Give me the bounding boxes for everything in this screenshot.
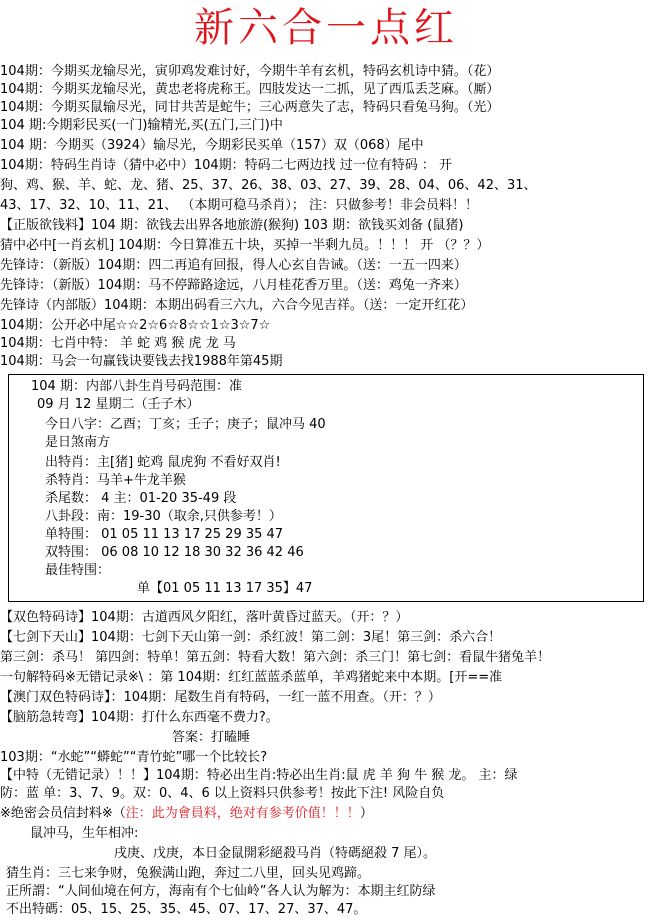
text-line: 【中特（无错记录）！！】104期：特必出生肖:特必出生肖:鼠 虎 羊 狗 牛 猴 龙。 主：绿 <box>0 768 518 783</box>
box-line: 09 月 12 星期二（壬子木） <box>37 397 200 412</box>
text-line: 104期：今期买龙输尽光，黄忠老将虎称王。四肢发达一二抓，见了西瓜丢芝麻。（厮） <box>0 82 500 97</box>
text-line: 104 期:今期彩民买(一门)输精光,买(五门,三门)中 <box>0 118 283 133</box>
box-line: 单【01 05 11 13 17 35】47 <box>137 581 313 596</box>
text-line <box>0 806 373 822</box>
text-line: 【正版欲钱料】104 期：欲钱去出界各地旅游(猴狗) 103 期：欲钱买刘备 (鼠猪) <box>0 218 464 233</box>
text-line: 防：蓝 单：3、7、9。双：0、4、6 以上资料只供参考！按此下注! 风险自负 <box>0 786 445 801</box>
box-line: 104 期：内部八卦生肖号码范围：准 <box>31 379 242 394</box>
text-line: 【澳门双色特码诗】：104期：尾数生肖有特码，一红一蓝不用查。（开：？） <box>0 690 441 705</box>
text-line: 先锋诗：（新版）104期：四二再追有回报，得人心玄自告诫。（送：一五一四来） <box>0 258 467 273</box>
text-line: 104期：马会一句赢钱诀要钱去找1988年第45期 <box>0 354 283 369</box>
text-line: 【双色特码诗】104期：古道西风夕阳红，落叶黄昏过蓝天。（开：？） <box>0 610 409 625</box>
text-line: 104期：今期买龙输尽光，寅卯鸡发难讨好，今期牛羊有玄机，特码玄机诗中猜。（花） <box>0 64 500 79</box>
text-line: 第三剑：杀马！ 第四剑：特单！第五剑：特看大数！第六剑：杀三门！第七剑：看鼠牛猪兔羊！ <box>0 650 551 665</box>
box-line: 单特围： 01 05 11 13 17 25 29 35 47 <box>45 527 284 542</box>
text-line: 104期：特码生肖诗（猜中必中）104期：特码二七两边找 过一位有特码 ： 开 <box>0 158 453 173</box>
text-line: 一句解特码※无错记录※\ ：第 104期：红红蓝蓝杀蓝单，羊鸡猪蛇来中本期。[开==准 <box>0 670 503 685</box>
text-line: 104期：今期买鼠输尽光，同甘共苦是蛇牛；三心两意失了志，特码只看兔马狗。（光） <box>0 100 500 115</box>
text-line: 答案：打瞌睡 <box>172 730 251 745</box>
text-line: 先锋诗：（新版）104期：马不停蹄路途远，八月桂花香万里。（送：鸡兔一齐来） <box>0 278 467 293</box>
text-line: 正所謂：“人间仙境在何方，海南有个七仙岭”各人认为解为：本期主红防绿 <box>6 884 436 899</box>
text-line: 猜生肖：三七来争财，兔猴满山跑，奔过二八里，回头见鸡蹄。 <box>6 866 371 881</box>
text-line: 狗、鸡、猴、羊、蛇、龙、猪、25、37、26、38、03、27、39、28、04、06、42、31、 <box>0 178 537 193</box>
member-note: 注：此为會員料，绝对有参考价值！！！ <box>125 806 360 821</box>
page-title: 新六合一点红 <box>194 5 458 51</box>
text-line: 104期：公开必中尾☆☆2☆6☆8☆☆1☆3☆7☆ <box>0 318 271 333</box>
text-line: 先锋诗（内部版）104期：本期出码看三六九，六合今见吉祥。（送：一定开红花） <box>0 298 474 313</box>
text-line: 【脑筋急转弯】104期：打什么东西毫不费力?。 <box>0 710 279 725</box>
text-line: 【七剑下天山】104期：七剑下天山第一剑：杀红波！第二剑：3尾！第三剑：杀六合！ <box>0 630 502 645</box>
box-line: 杀尾数： 4 主：01-20 35-49 段 <box>45 491 237 506</box>
box-line: 最佳特围： <box>45 563 111 578</box>
text-line: 不出特碼：05、15、25、35、45、07、17、27、37、47。 <box>6 902 367 917</box>
bagua-info-box <box>8 374 644 602</box>
box-line: 八卦段：南：19-30（取余,只供参考！） <box>45 509 282 524</box>
secret-close: ） <box>359 806 373 821</box>
box-line: 杀特肖：马羊+牛龙羊猴 <box>45 473 186 488</box>
text-line: 104期：七肖中特： 羊 蛇 鸡 猴 虎 龙 马 <box>0 336 236 351</box>
text-line: 戌庚、戊庚，本日金鼠開彩絕殺马肖（特碼絕殺 7 尾）。 <box>114 846 437 861</box>
text-line: 43、17、32、10、11、21、 （本期可稳马杀肖）； 注：只做参考！非会员料！！ <box>0 198 479 213</box>
secret-label: ※绝密会员信封料※（ <box>0 806 126 821</box>
text-line: 猜中必中[一肖玄机] 104期：今日算准五十块，买掉一半剩九员。！！！ 开 （？？） <box>0 238 490 253</box>
text-line: 鼠冲马，生年相冲: <box>30 826 139 841</box>
box-line: 双特围： 06 08 10 12 18 30 32 36 42 46 <box>45 545 304 560</box>
text-line: 104 期：今期买（3924）输尽光，今期彩民买单（157）双（068）尾中 <box>0 138 424 153</box>
box-line: 出特肖：主[猪] 蛇鸡 鼠虎狗 不看好双肖! <box>45 455 281 470</box>
text-line: 103期：“水蛇”“蟒蛇”“青竹蛇”哪一个比较长? <box>0 750 268 765</box>
box-line: 今日八字：乙酉；丁亥；壬子；庚子；鼠冲马 40 <box>45 417 326 432</box>
box-line: 是日煞南方 <box>45 435 111 450</box>
